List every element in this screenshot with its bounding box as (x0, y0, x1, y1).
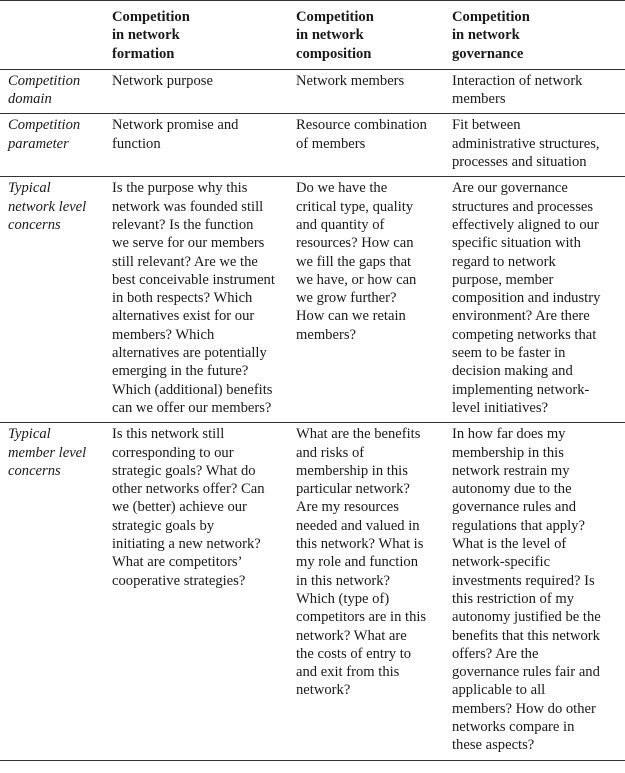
table-row-competition-parameter (0, 114, 625, 177)
table-cell: In how far does my membership in this network restrain my autonomy due to the governance rules and regulations that apply? What is the level of network-specific investments required? Is this restriction of my autonomy justified be the benefits that this network offers? Are the governance rules fair and applicable to all members? How do other networks compare in these aspects? (452, 426, 601, 754)
row-label: Competition parameter (8, 117, 81, 152)
header-network-composition: Competition in network composition (296, 9, 374, 62)
header-network-governance: Competition in network governance (452, 9, 530, 62)
table-cell: Network promise and function (112, 117, 239, 152)
row-label: Typical member level concerns (8, 426, 87, 479)
table-cell: Resource combination of members (296, 117, 427, 152)
table-header-row (0, 1, 625, 70)
table-row-member-level-concerns (0, 423, 625, 760)
row-label: Competition domain (8, 72, 81, 108)
table-cell: Do we have the critical type, quality and quantity of resources? How can we fill the gaps that we have, or how can we grow further? How can we retain members? (296, 180, 417, 343)
table-cell: Fit between administrative structures, processes and situation (452, 117, 600, 171)
table-cell: Is the purpose why this network was founded still relevant? Is the function we serve for our members still relevant? Are we the best conceivable instrument in both respects? Which alternatives exist for our members? Which alternatives are potentially emerging in the future? Which (additional) benefits can we offer our members? (112, 180, 275, 416)
table-cell: Are our governance structures and processes effectively aligned to our specific situation with regard to network purpose, member composition and industry environment? Are there competing networks that seem to be faster in decision making and implementing network- level initiatives? (452, 180, 601, 416)
table-row-competition-domain (0, 69, 625, 114)
header-empty (0, 1, 107, 70)
header-network-formation: Competition in network formation (112, 9, 190, 62)
table-cell: What are the benefits and risks of membership in this particular network? Are my resources needed and valued in this network? What is my role and function in this network? Which (type of) competitors are in this network? What are the costs of entry to and exit from this network? (296, 426, 427, 699)
table-cell: Interaction of network members (452, 72, 583, 108)
table-cell: Is this network still corresponding to our strategic goals? What do other networks offer? Can we (better) achieve our strategic goals by initiating a new network? What are competitors’ cooperative strategies? (112, 426, 265, 589)
table-row-network-level-concerns (0, 177, 625, 423)
row-label: Typical network level concerns (8, 180, 87, 233)
table-cell: Network members (296, 72, 405, 89)
table-cell: Network purpose (112, 72, 213, 89)
